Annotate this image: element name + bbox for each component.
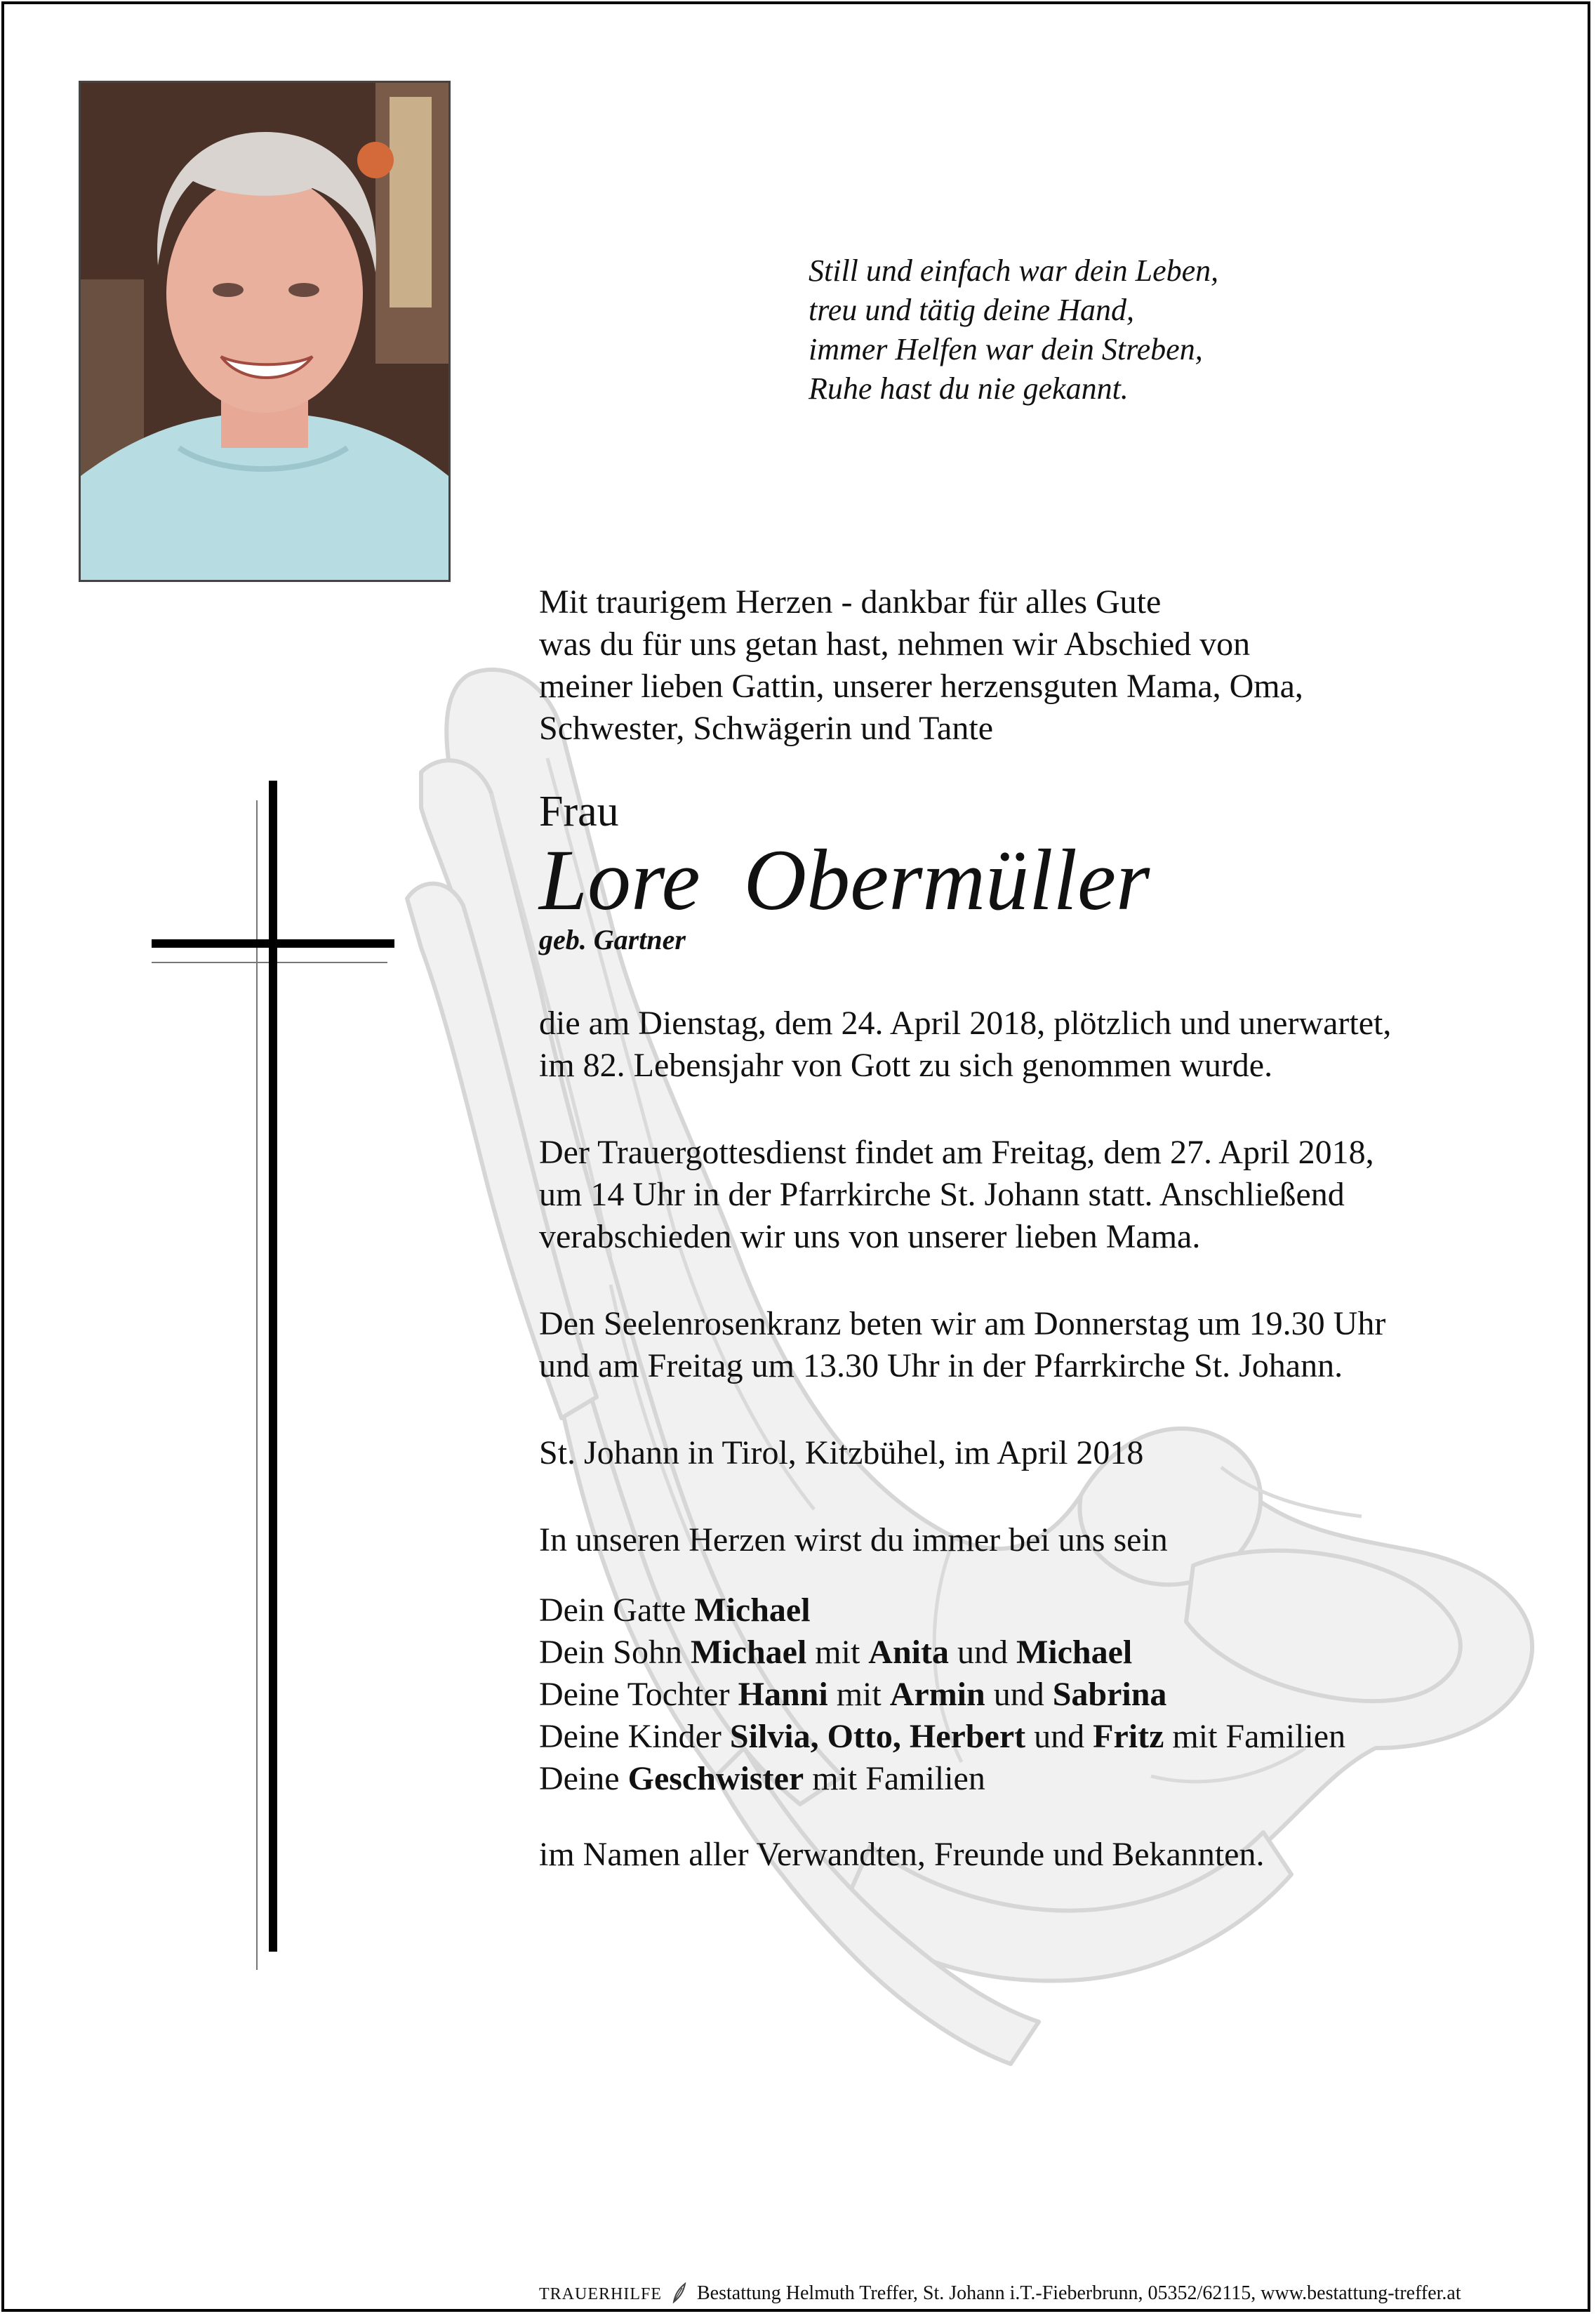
intro-line: was du für uns getan hast, nehmen wir Abschied von (539, 626, 1251, 663)
mourner-connector: und (985, 1676, 1053, 1713)
mourner-line (539, 1632, 1564, 1674)
mourner-connector: und (1025, 1718, 1093, 1755)
mourner-connector: mit (827, 1676, 890, 1713)
mourner-relation: Deine Tochter (539, 1676, 738, 1713)
poem-line: Still und einfach war dein Leben, (809, 253, 1219, 288)
place-date: St. Johann in Tirol, Kitzbühel, im April 2018 (539, 1434, 1144, 1471)
mourner-name: Michael (1016, 1634, 1133, 1671)
mourner-relation: Deine Kinder (539, 1718, 730, 1755)
footer-text: Bestattung Helmuth Treffer, St. Johann i.T.-Fieberbrunn, 05352/62115, www.bestattung-treffer.at (697, 2282, 1461, 2304)
service-info (539, 1132, 1564, 1258)
closing-block (539, 1519, 1564, 1561)
mourner-line (539, 1589, 1564, 1632)
mourner-relation: Dein Sohn (539, 1634, 691, 1671)
intro-line: Mit traurigem Herzen - dankbar für alles Gute (539, 583, 1162, 621)
cross-horizontal-bar (152, 939, 394, 948)
mourner-name: Armin (889, 1676, 985, 1713)
poem-line: Ruhe hast du nie gekannt. (809, 371, 1129, 406)
place-date-block (539, 1432, 1564, 1474)
service-line: verabschieden wir uns von unserer lieben Mama. (539, 1218, 1201, 1255)
mourners-list (539, 1589, 1564, 1800)
cross-vertical-bar (269, 781, 277, 1952)
mourner-line (539, 1716, 1564, 1758)
birth-name: geb. Gartner (539, 924, 686, 955)
mourner-name: Hanni (738, 1676, 828, 1713)
poem-line: immer Helfen war dein Streben, (809, 332, 1203, 366)
sign-off: im Namen aller Verwandten, Freunde und Bekannten. (539, 1836, 1265, 1873)
leaf-icon (671, 2282, 688, 2303)
mourner-name: Silvia, Otto, Herbert (729, 1718, 1026, 1755)
death-notice (539, 1003, 1564, 1087)
poem-line: treu und tätig deine Hand, (809, 293, 1134, 327)
mourner-name: Michael (694, 1592, 811, 1629)
intro-line: meiner lieben Gattin, unserer herzensguten Mama, Oma, (539, 668, 1303, 705)
death-notice-line: im 82. Lebensjahr von Gott zu sich genommen wurde. (539, 1047, 1273, 1084)
mourner-relation: Deine (539, 1760, 628, 1797)
salutation: Frau (539, 788, 619, 835)
mourner-connector: mit (806, 1634, 869, 1671)
intro-text (539, 581, 1564, 750)
portrait-photo (79, 81, 451, 582)
mourner-name: Geschwister (627, 1760, 804, 1797)
mourner-line (539, 1674, 1564, 1716)
mourner-connector: mit Familien (1164, 1718, 1346, 1755)
cross-shadow-vertical (256, 800, 258, 1970)
mourner-name: Sabrina (1052, 1676, 1167, 1713)
rosary-line: Den Seelenrosenkranz beten wir am Donnerstag um 19.30 Uhr (539, 1305, 1386, 1342)
mourner-connector: mit Familien (804, 1760, 985, 1797)
mourner-name: Michael (691, 1634, 807, 1671)
closing-line: In unseren Herzen wirst du immer bei uns sein (539, 1521, 1168, 1559)
footer (539, 2282, 1461, 2306)
notice-body (539, 581, 1564, 1876)
portrait-illustration (81, 83, 448, 580)
service-line: Der Trauergottesdienst findet am Freitag, dem 27. April 2018, (539, 1134, 1374, 1171)
mourner-name: Anita (868, 1634, 949, 1671)
mourner-relation: Dein Gatte (539, 1592, 695, 1629)
rosary-line: und am Freitag um 13.30 Uhr in der Pfarrkirche St. Johann. (539, 1347, 1343, 1384)
footer-brand: TRAUERHILFE (539, 2285, 662, 2303)
intro-line: Schwester, Schwägerin und Tante (539, 710, 993, 747)
mourner-name: Fritz (1093, 1718, 1164, 1755)
service-line: um 14 Uhr in der Pfarrkirche St. Johann statt. Anschließend (539, 1176, 1345, 1213)
rosary-info (539, 1303, 1564, 1387)
poem (809, 251, 1218, 409)
mourner-connector: und (948, 1634, 1016, 1671)
mourner-line (539, 1758, 1564, 1800)
sign-off-block (539, 1834, 1564, 1876)
death-notice-line: die am Dienstag, dem 24. April 2018, plötzlich und unerwartet, (539, 1005, 1392, 1042)
deceased-name: Lore Obermüller (539, 832, 1150, 928)
